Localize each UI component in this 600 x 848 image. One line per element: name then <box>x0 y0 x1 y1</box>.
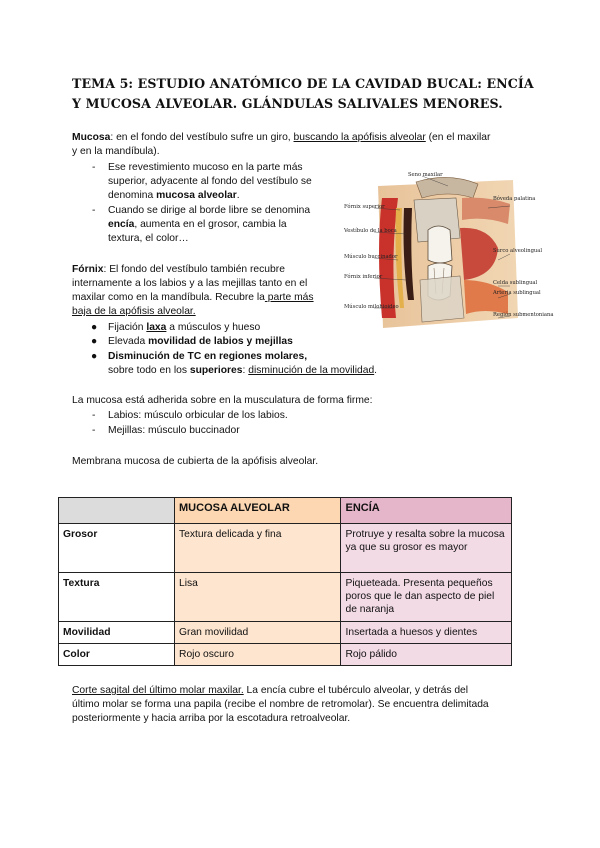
mucosa-cell: Lisa <box>175 573 341 622</box>
mucosa-line-2: y en la mandíbula). <box>72 146 160 157</box>
header-mucosa-alveolar: MUCOSA ALVEOLAR <box>175 498 341 524</box>
fornix-line-2: internamente a los labios y a las mejillas tanto en el <box>72 278 308 289</box>
dash-marker: - <box>92 205 96 216</box>
label-surco: Surco alveolingual <box>493 248 543 254</box>
corte-text: La encía cubre el tubérculo alveolar, y detrás del <box>243 685 469 696</box>
bullet-text: a músculos y hueso <box>166 322 261 333</box>
fornix-line-3 <box>72 291 314 306</box>
mucosa-item-2-line-1: Cuando se dirige al borde libre se denomina <box>108 205 311 216</box>
fornix-text: : El fondo del vestíbulo también recubre <box>103 264 285 275</box>
mandible-shape <box>420 276 464 322</box>
table-row <box>59 573 512 622</box>
title-line-2: Y MUCOSA ALVEOLAR. GLÁNDULAS SALIVALES MENORES. <box>72 96 503 111</box>
corte-underlined: Corte sagital del último molar maxilar. <box>72 685 244 696</box>
bullet-text: sobre todo en los <box>108 365 190 376</box>
bullet-text: Elevada <box>108 336 149 347</box>
label-musculo-milo: Músculo milohioideo <box>344 304 399 310</box>
laxa-bold: laxa <box>146 322 167 333</box>
mucosa-cell: Rojo oscuro <box>175 644 341 666</box>
encia-cell: Rojo pálido <box>341 644 512 666</box>
superiores-bold: superiores <box>189 365 243 376</box>
corte-line-1 <box>72 684 468 699</box>
dash-marker: - <box>92 162 96 173</box>
fornix-bullet-1 <box>108 321 260 336</box>
encia-bold: encía <box>108 219 135 230</box>
encia-cell: Piqueteada. Presenta pequeños poros que le dan aspecto de piel de naranja <box>341 573 512 622</box>
dash-marker: - <box>92 425 96 436</box>
corte-line-2: último molar se forma una papila (recibe el nombre de retromolar). Se encuentra delimitada <box>72 699 489 710</box>
fornix-label: Fórnix <box>72 264 104 275</box>
title-line-1: TEMA 5: ESTUDIO ANATÓMICO DE LA CAVIDAD BUCAL: ENCÍA <box>72 76 534 91</box>
bullet-text: . <box>374 365 378 376</box>
label-region: Región submentoniana <box>493 312 554 318</box>
mucosa-item-1-line-2: superior, adyacente al fondo del vestíbulo se <box>108 176 312 187</box>
mucosa-underlined: buscando la apófisis alveolar <box>293 132 426 143</box>
anatomy-figure <box>338 168 554 338</box>
adherida-item-2: Mejillas: músculo buccinador <box>108 425 240 436</box>
row-label: Grosor <box>59 524 175 573</box>
bullet-marker: ● <box>91 336 98 347</box>
encia-cell: Insertada a huesos y dientes <box>341 622 512 644</box>
row-label: Color <box>59 644 175 666</box>
table-row <box>59 644 512 666</box>
mucosa-item-2-line-2 <box>108 218 287 233</box>
label-fornix-sup: Fórnix superior <box>344 204 385 210</box>
table-header-row <box>59 498 512 524</box>
mucosa-line-1 <box>72 131 490 146</box>
fornix-line-1 <box>72 263 285 278</box>
fornix-bullet-2 <box>108 335 293 350</box>
label-boveda: Bóveda palatina <box>493 196 536 202</box>
comparison-table <box>58 497 512 666</box>
item-text: denomina <box>108 190 157 201</box>
mucosa-item-1-line-3 <box>108 189 240 204</box>
disminucion-underlined: disminución de la movilidad <box>248 365 375 376</box>
dash-marker: - <box>92 410 96 421</box>
bullet-text: Fijación <box>108 322 147 333</box>
mucosa-item-2-line-3: textura, el color… <box>108 233 189 244</box>
adherida-item-1: Labios: músculo orbicular de los labios. <box>108 410 288 421</box>
fornix-bullet-3: Disminución de TC en regiones molares, <box>108 351 308 362</box>
table-row <box>59 524 512 573</box>
label-vestibulo: Vestíbulo de la boca <box>344 228 397 234</box>
mucosa-cell: Gran movilidad <box>175 622 341 644</box>
movilidad-bold: movilidad de labios y mejillas <box>148 336 293 347</box>
upper-tooth-shape <box>428 226 452 263</box>
table-row <box>59 622 512 644</box>
header-encia: ENCÍA <box>341 498 512 524</box>
mucosa-alveolar-bold: mucosa alveolar <box>156 190 237 201</box>
item-text: , aumenta en el grosor, cambia la <box>134 219 287 230</box>
bullet-text: : <box>242 365 249 376</box>
mucosa-cell: Textura delicada y fina <box>175 524 341 573</box>
label-fornix-inf: Fórnix inferior <box>344 274 383 280</box>
adherida-text: La mucosa está adherida sobre en la musculatura de forma firme: <box>72 395 373 406</box>
page-title <box>72 74 542 114</box>
label-seno: Seno maxilar <box>408 172 443 178</box>
membrana-text: Membrana mucosa de cubierta de la apófisis alveolar. <box>72 456 319 467</box>
mucosa-item-1-line-1: Ese revestimiento mucoso en la parte más <box>108 162 303 173</box>
label-arteria: Arteria sublingual <box>493 290 541 296</box>
row-label: Movilidad <box>59 622 175 644</box>
bullet-marker: ● <box>91 351 98 362</box>
label-celda: Celda sublingual <box>493 280 538 286</box>
label-musculo-bucc: Músculo buccinador <box>344 254 398 260</box>
item-text: . <box>236 190 240 201</box>
mucosa-text: : en el fondo del vestíbulo sufre un giro, <box>110 132 294 143</box>
bullet-marker: ● <box>91 322 98 333</box>
mucosa-label: Mucosa <box>72 132 111 143</box>
encia-cell: Protruye y resalta sobre la mucosa ya que su grosor es mayor <box>341 524 512 573</box>
fornix-bullet-3-line-2 <box>108 364 377 379</box>
corte-line-3: posteriormente y hacia arriba por la escotadura retroalveolar. <box>72 713 351 724</box>
row-label: Textura <box>59 573 175 622</box>
fornix-line-4: baja de la apófisis alveolar. <box>72 306 196 317</box>
fornix-underlined: parte más <box>264 292 314 303</box>
header-empty-cell <box>59 498 175 524</box>
mucosa-text-2: (en el maxilar <box>425 132 491 143</box>
fornix-text: maxilar como en la mandíbula. Recubre la <box>72 292 265 303</box>
